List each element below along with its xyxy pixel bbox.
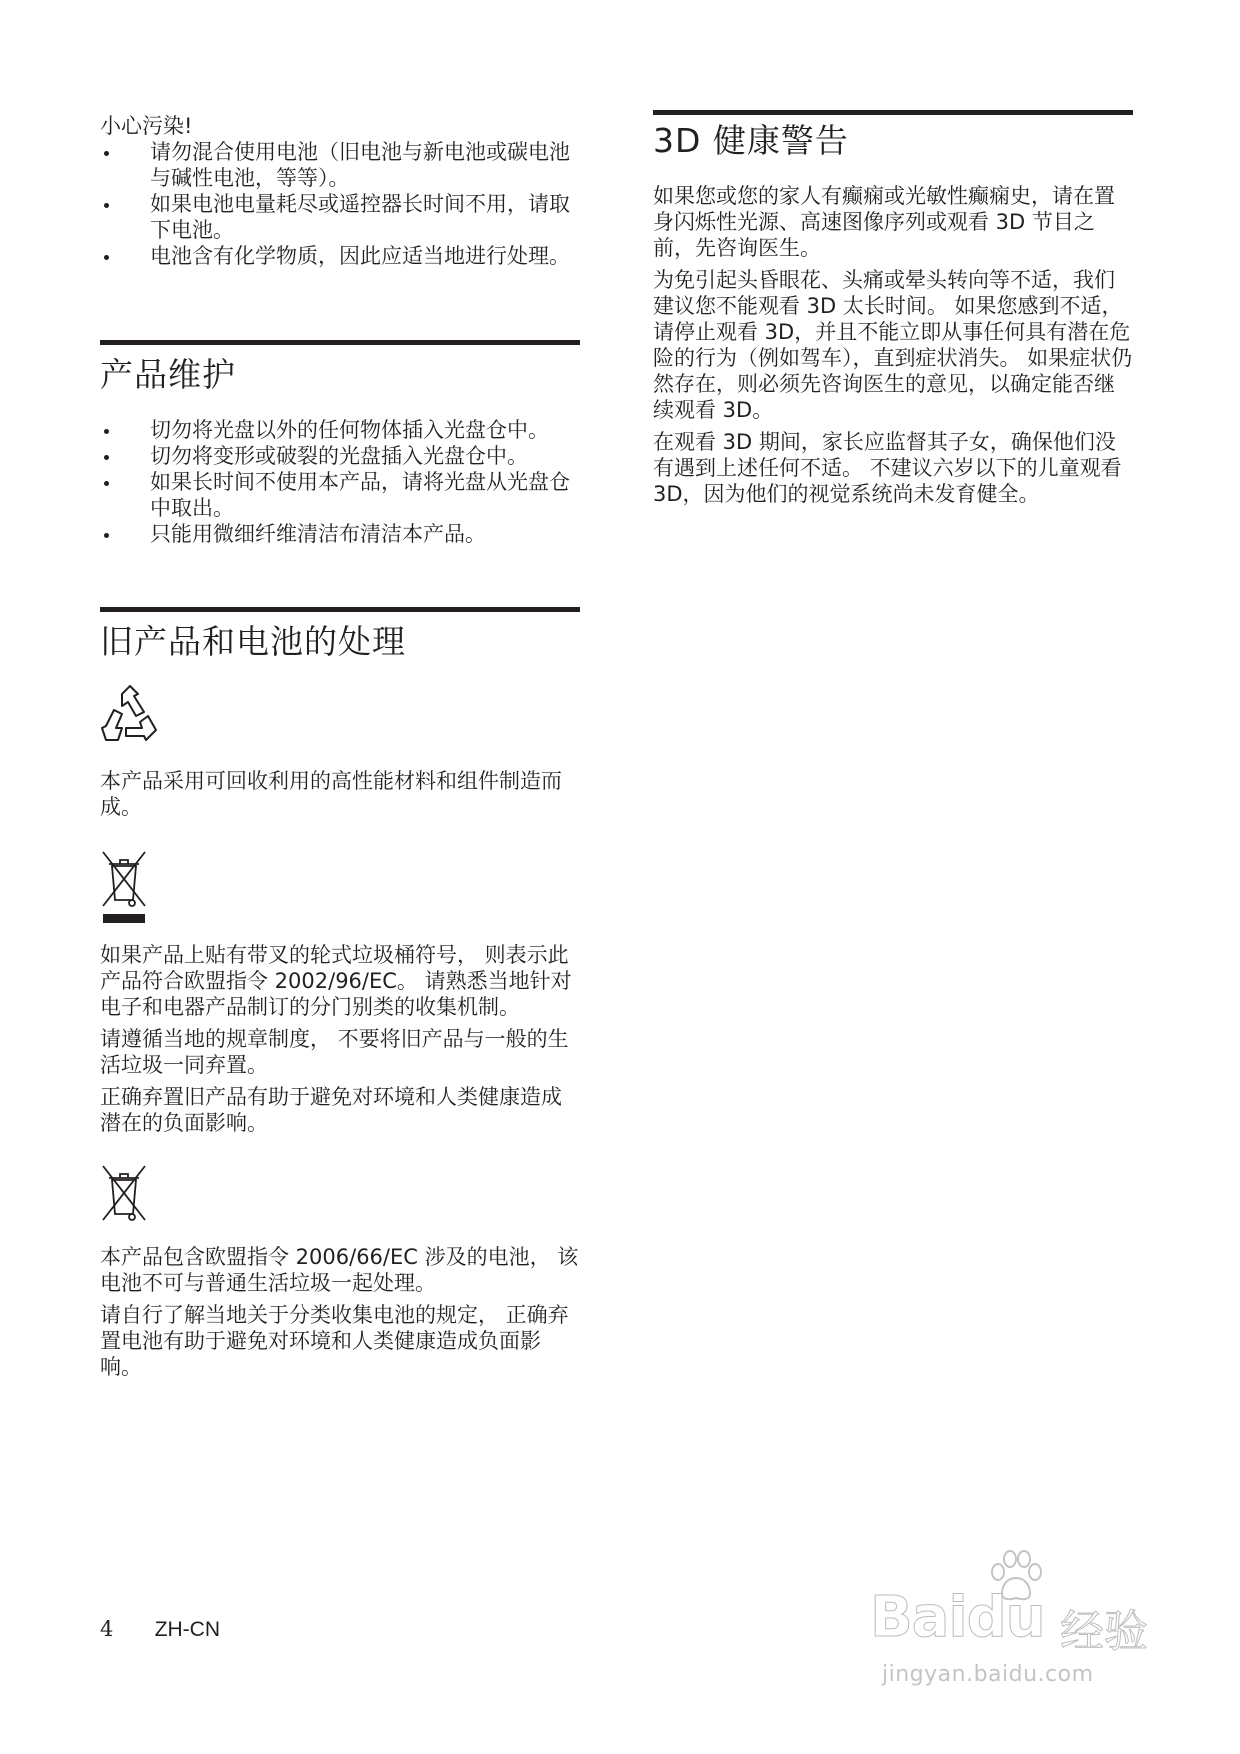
disposal-section [100,607,580,1380]
watermark-cn: 经验 [1060,1606,1148,1657]
care-heading: 产品维护 [100,355,236,394]
list-item: 如果长时间不使用本产品，请将光盘从光盘仓中取出。 [100,469,580,521]
weee-paragraph: 如果产品上贴有带叉的轮式垃圾桶符号， 则表示此产品符合欧盟指令 2002/96/EC。 请熟悉当地针对电子和电器产品制订的分门别类的收集机制。 [100,943,572,1019]
recycle-icon [100,684,160,746]
language-code: ZH-CN [154,1618,221,1641]
page-footer [100,1617,220,1642]
watermark-url: jingyan.baidu.com [882,1662,1094,1687]
care-list [100,417,580,547]
list-item: 如果电池电量耗尽或遥控器长时间不用，请取下电池。 [100,191,580,243]
caution-section [100,113,580,269]
care-section [100,340,580,547]
watermark-brand: Baidu [870,1585,1045,1650]
battery-paragraph: 本产品包含欧盟指令 2006/66/EC 涉及的电池， 该电池不可与普通生活垃圾一起处理。 [100,1245,579,1295]
health-heading: 3D 健康警告 [653,121,849,160]
section-divider [100,607,580,612]
list-item: 只能用微细纤维清洁布清洁本产品。 [100,521,580,547]
caution-title: 小心污染! [100,114,193,138]
health-section [653,110,1133,507]
section-divider [100,340,580,345]
disposal-heading: 旧产品和电池的处理 [100,622,406,661]
health-paragraph: 如果您或您的家人有癫痫或光敏性癫痫史，请在置身闪烁性光源、高速图像序列或观看 3D 节目之前，先咨询医生。 [653,184,1115,260]
recycle-text: 本产品采用可回收利用的高性能材料和组件制造而成。 [100,769,562,819]
weee-paragraph: 正确弃置旧产品有助于避免对环境和人类健康造成潜在的负面影响。 [100,1085,562,1135]
list-item: 切勿将变形或破裂的光盘插入光盘仓中。 [100,443,580,469]
weee-paragraph: 请遵循当地的规章制度， 不要将旧产品与一般的生活垃圾一同弃置。 [100,1027,569,1077]
section-divider [653,110,1133,115]
list-item: 请勿混合使用电池（旧电池与新电池或碳电池与碱性电池，等等）。 [100,139,580,191]
baidu-watermark [870,1550,1170,1700]
health-paragraph: 为免引起头昏眼花、头痛或晕头转向等不适，我们建议您不能观看 3D 太长时间。 如果您感到不适，请停止观看 3D，并且不能立即从事任何具有潜在危险的行为（例如驾车），直到症状消失。 如果症状仍然存在，则必须先咨询医生的意见，以确定能否继续观看 3D。 [653,268,1133,422]
list-item: 电池含有化学物质，因此应适当地进行处理。 [100,243,580,269]
caution-list [100,139,580,269]
battery-paragraph: 请自行了解当地关于分类收集电池的规定， 正确弃置电池有助于避免对环境和人类健康造成负面影响。 [100,1303,569,1379]
crossed-bin-icon [100,850,148,926]
health-paragraph: 在观看 3D 期间，家长应监督其子女，确保他们没有遇到上述任何不适。 不建议六岁以下的儿童观看 3D，因为他们的视觉系统尚未发育健全。 [653,430,1122,506]
page-number: 4 [100,1617,114,1641]
list-item: 切勿将光盘以外的任何物体插入光盘仓中。 [100,417,580,443]
crossed-bin-battery-icon [100,1164,148,1224]
